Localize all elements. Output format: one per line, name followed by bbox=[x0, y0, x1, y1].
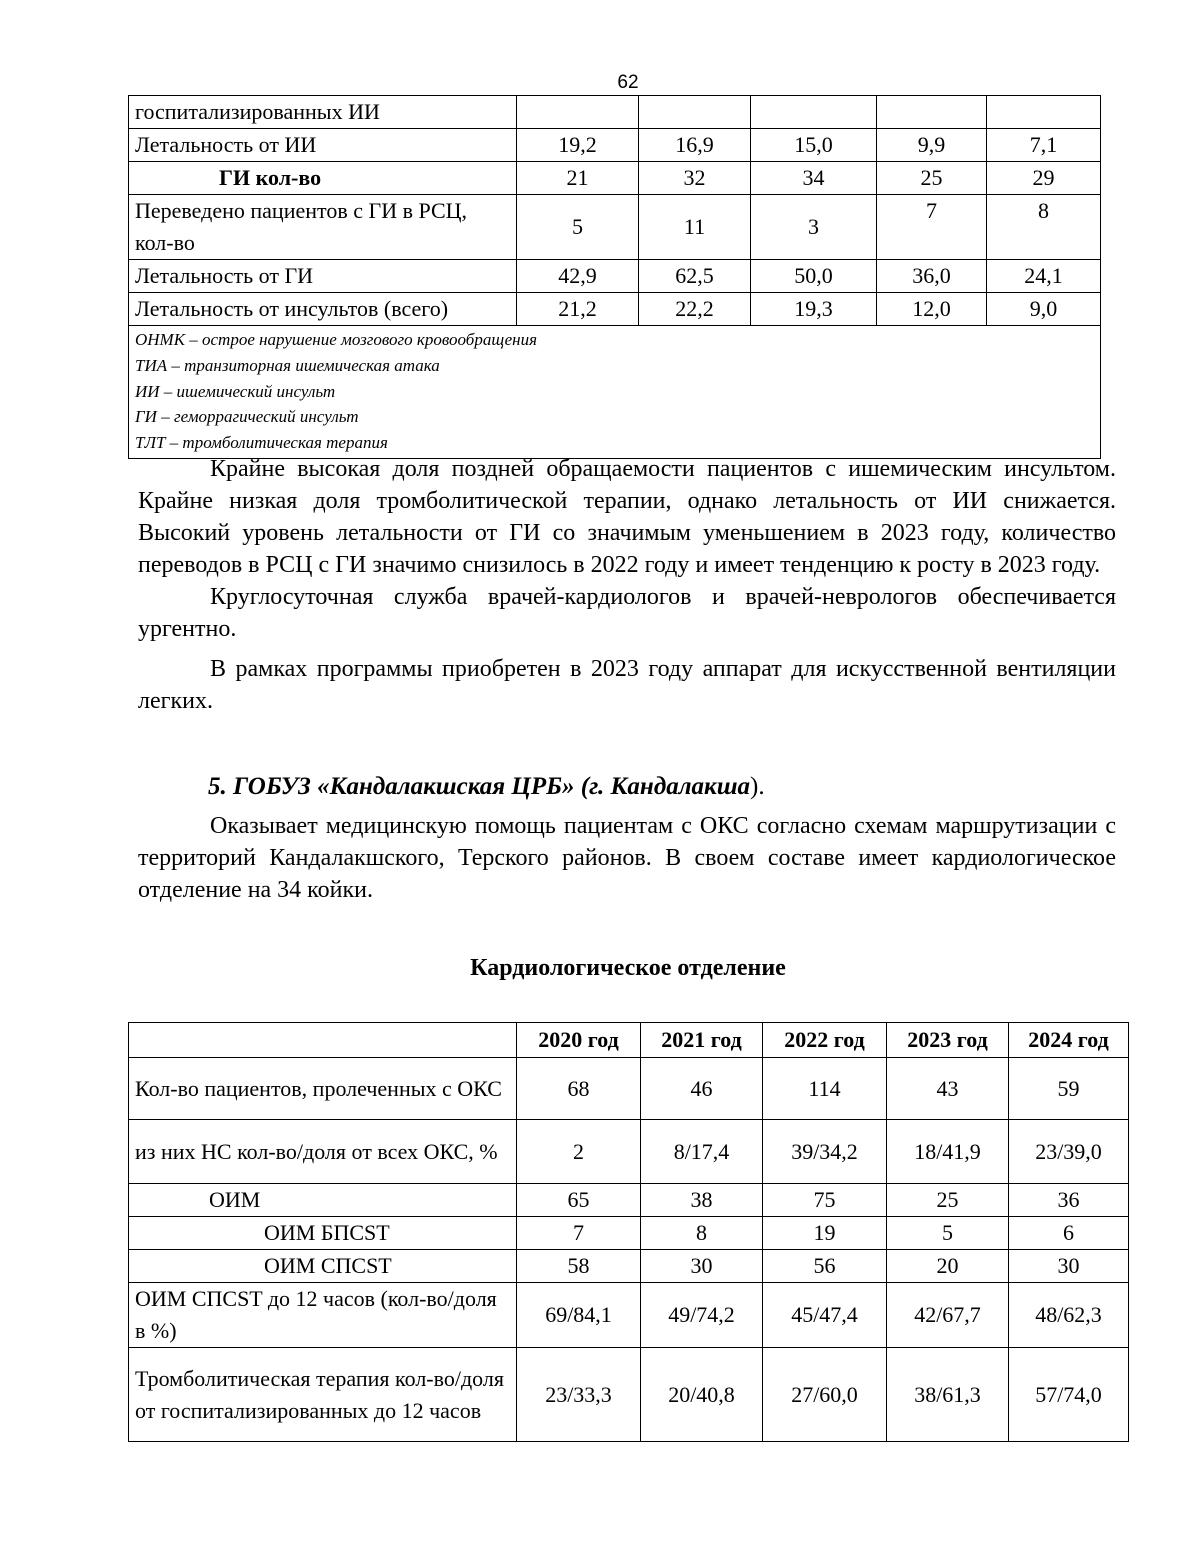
section-heading-text: 5. ГОБУЗ «Кандалакшская ЦРБ» (г. Кандалакша bbox=[208, 773, 751, 800]
table-row bbox=[129, 1120, 1129, 1184]
header-cell bbox=[129, 1023, 517, 1058]
cell: 39/34,2 bbox=[763, 1120, 887, 1184]
stroke-statistics-table-continued bbox=[128, 95, 1101, 459]
paragraph: Оказывает медицинскую помощь пациентам с ОКС согласно схемам маршрутизации с территорий Кандалакшского, Терского районов. В своем составе имеет кардиологическое отделение на 34 койки. bbox=[138, 813, 1116, 903]
cell: 38 bbox=[641, 1184, 763, 1217]
table-row bbox=[129, 129, 1101, 162]
cell: 43 bbox=[887, 1058, 1009, 1120]
cardiology-department-table bbox=[128, 1022, 1129, 1442]
cell bbox=[517, 96, 639, 129]
table-row bbox=[129, 195, 1101, 260]
paragraph: Крайне высокая доля поздней обращаемости пациентов с ишемическим инсультом. Крайне низкая доля тромболитической терапии, однако летальность от ИИ снижается. Высокий уровень летальности от ГИ со значимым уменьшением в 2023 году, количество переводов в РСЦ с ГИ значимо снизилось в 2022 году и имеет тенденцию к росту в 2023 году. bbox=[138, 456, 1116, 578]
legend-item: ИИ – ишемический инсульт bbox=[135, 381, 336, 401]
cell: 16,9 bbox=[639, 129, 751, 162]
cell: 23/33,3 bbox=[517, 1348, 641, 1442]
cell: 30 bbox=[641, 1250, 763, 1283]
cell: 68 bbox=[517, 1058, 641, 1120]
cell: 32 bbox=[639, 162, 751, 195]
body-text-top bbox=[138, 453, 1116, 717]
table-row bbox=[129, 96, 1101, 129]
section-heading-tail: ). bbox=[750, 773, 765, 800]
row-label: ОИМ СПСST до 12 часов (кол-во/доля в %) bbox=[129, 1283, 517, 1348]
cell: 19 bbox=[763, 1217, 887, 1250]
table-row bbox=[129, 1217, 1129, 1250]
cell: 34 bbox=[751, 162, 877, 195]
table-row bbox=[129, 1058, 1129, 1120]
cell: 20/40,8 bbox=[641, 1348, 763, 1442]
cell: 8 bbox=[641, 1217, 763, 1250]
cell: 50,0 bbox=[751, 260, 877, 293]
cell: 25 bbox=[877, 162, 987, 195]
row-label: из них НС кол-во/доля от всех ОКС, % bbox=[129, 1120, 517, 1184]
cell: 36,0 bbox=[877, 260, 987, 293]
section-heading bbox=[208, 771, 765, 803]
table-row bbox=[129, 1250, 1129, 1283]
cell: 42,9 bbox=[517, 260, 639, 293]
row-label: Переведено пациентов с ГИ в РСЦ, кол-во bbox=[129, 195, 517, 260]
cell: 22,2 bbox=[639, 293, 751, 326]
legend-item: ГИ – геморрагический инсульт bbox=[135, 407, 359, 427]
cell: 21 bbox=[517, 162, 639, 195]
header-cell: 2021 год bbox=[641, 1023, 763, 1058]
cell: 62,5 bbox=[639, 260, 751, 293]
table-row bbox=[129, 162, 1101, 195]
legend-row bbox=[129, 326, 1101, 459]
row-label: Летальность от ИИ bbox=[129, 129, 517, 162]
cell: 24,1 bbox=[987, 260, 1101, 293]
cell bbox=[639, 96, 751, 129]
cell: 9,0 bbox=[987, 293, 1101, 326]
table-header-row bbox=[129, 1023, 1129, 1058]
row-label: Летальность от ГИ bbox=[129, 260, 517, 293]
row-label: Кол-во пациентов, пролеченных с ОКС bbox=[129, 1058, 517, 1120]
row-label: Летальность от инсультов (всего) bbox=[129, 293, 517, 326]
cell bbox=[751, 96, 877, 129]
table-row bbox=[129, 293, 1101, 326]
cell: 8 bbox=[987, 195, 1101, 260]
cell: 19,2 bbox=[517, 129, 639, 162]
row-label: ГИ кол-во bbox=[129, 162, 517, 195]
legend-item: ТИА – транзиторная ишемическая атака bbox=[135, 355, 440, 375]
cell: 36 bbox=[1009, 1184, 1129, 1217]
cell: 58 bbox=[517, 1250, 641, 1283]
row-label: Тромболитическая терапия кол-во/доля от госпитализированных до 12 часов bbox=[129, 1348, 517, 1442]
cell: 38/61,3 bbox=[887, 1348, 1009, 1442]
cell: 8/17,4 bbox=[641, 1120, 763, 1184]
row-label: ОИМ СПСST bbox=[129, 1250, 517, 1283]
table-row bbox=[129, 1184, 1129, 1217]
header-cell: 2020 год bbox=[517, 1023, 641, 1058]
cell: 18/41,9 bbox=[887, 1120, 1009, 1184]
cell: 48/62,3 bbox=[1009, 1283, 1129, 1348]
cell: 42/67,7 bbox=[887, 1283, 1009, 1348]
cell: 7 bbox=[877, 195, 987, 260]
legend-item: ОНМК – острое нарушение мозгового кровообращения bbox=[135, 330, 537, 349]
cell: 7,1 bbox=[987, 129, 1101, 162]
cell: 7 bbox=[517, 1217, 641, 1250]
cell: 49/74,2 bbox=[641, 1283, 763, 1348]
cell: 20 bbox=[887, 1250, 1009, 1283]
table-row bbox=[129, 260, 1101, 293]
cell: 57/74,0 bbox=[1009, 1348, 1129, 1442]
cell: 75 bbox=[763, 1184, 887, 1217]
row-label: госпитализированных ИИ bbox=[129, 96, 517, 129]
paragraph: В рамках программы приобретен в 2023 году аппарат для искусственной вентиляции легких. bbox=[138, 656, 1116, 714]
row-label: ОИМ БПСST bbox=[129, 1217, 517, 1250]
cell: 56 bbox=[763, 1250, 887, 1283]
cell: 69/84,1 bbox=[517, 1283, 641, 1348]
cell: 29 bbox=[987, 162, 1101, 195]
cell bbox=[877, 96, 987, 129]
cell: 46 bbox=[641, 1058, 763, 1120]
cell bbox=[987, 96, 1101, 129]
cell: 23/39,0 bbox=[1009, 1120, 1129, 1184]
cell: 5 bbox=[517, 195, 639, 260]
cell: 30 bbox=[1009, 1250, 1129, 1283]
table-row bbox=[129, 1348, 1129, 1442]
table-row bbox=[129, 1283, 1129, 1348]
cell: 59 bbox=[1009, 1058, 1129, 1120]
page-number: 62 bbox=[617, 72, 639, 93]
cell: 2 bbox=[517, 1120, 641, 1184]
cell: 45/47,4 bbox=[763, 1283, 887, 1348]
cell: 21,2 bbox=[517, 293, 639, 326]
cell: 25 bbox=[887, 1184, 1009, 1217]
cell: 27/60,0 bbox=[763, 1348, 887, 1442]
row-label: ОИМ bbox=[129, 1184, 517, 1217]
legend-item: ТЛТ – тромболитическая терапия bbox=[135, 433, 388, 453]
abbreviation-legend bbox=[129, 326, 1101, 459]
cell: 65 bbox=[517, 1184, 641, 1217]
paragraph: Круглосуточная служба врачей-кардиологов и врачей-неврологов обеспечивается ургентно. bbox=[138, 584, 1116, 642]
cell: 19,3 bbox=[751, 293, 877, 326]
cell: 5 bbox=[887, 1217, 1009, 1250]
header-cell: 2024 год bbox=[1009, 1023, 1129, 1058]
cell: 3 bbox=[751, 195, 877, 260]
table-title: Кардиологическое отделение bbox=[470, 955, 786, 981]
header-cell: 2023 год bbox=[887, 1023, 1009, 1058]
cell: 11 bbox=[639, 195, 751, 260]
cell: 15,0 bbox=[751, 129, 877, 162]
cell: 9,9 bbox=[877, 129, 987, 162]
cell: 114 bbox=[763, 1058, 887, 1120]
cell: 6 bbox=[1009, 1217, 1129, 1250]
header-cell: 2022 год bbox=[763, 1023, 887, 1058]
cell: 12,0 bbox=[877, 293, 987, 326]
body-text-section bbox=[138, 810, 1116, 906]
